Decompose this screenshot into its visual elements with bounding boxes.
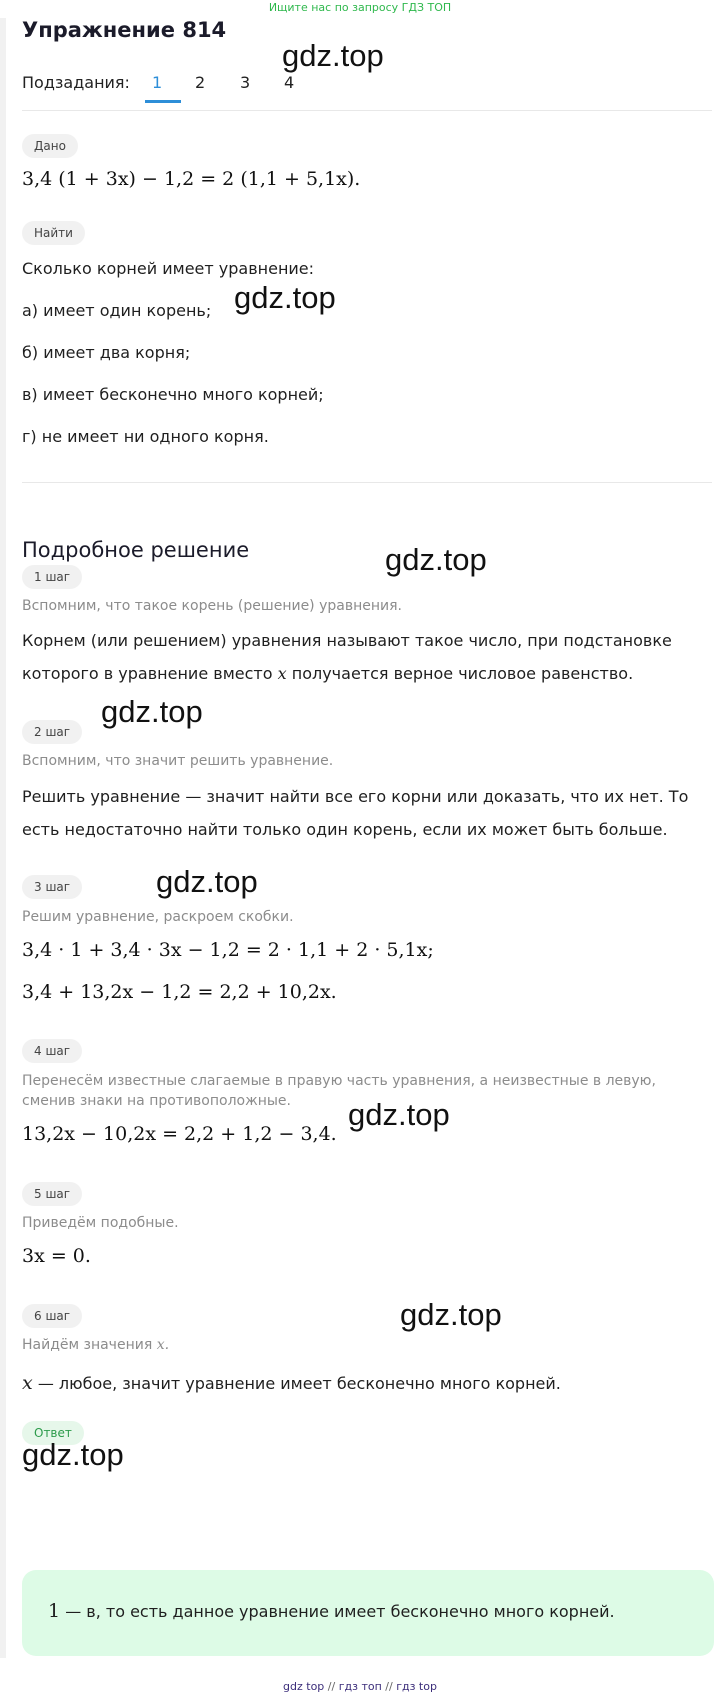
step-4-badge: 4 шаг (22, 1039, 82, 1063)
answer-text (48, 1600, 615, 1622)
find-badge: Найти (22, 221, 85, 245)
option-g: г) не имеет ни одного корня. (22, 427, 269, 446)
step-1-hint: Вспомним, что такое корень (решение) уравнения. (22, 598, 402, 614)
page-title: Упражнение 814 (22, 18, 227, 42)
active-tab-indicator (145, 100, 181, 103)
step-2-line-1: Решить уравнение — значит найти все его корни или доказать, что их нет. То (22, 787, 689, 806)
tab-subtask-3[interactable]: 3 (240, 73, 251, 92)
step-1-line-2-post: получается верное числовое равенство. (291, 664, 634, 683)
answer-badge: Ответ (22, 1421, 84, 1445)
step-4-math-1: 13,2x − 10,2x = 2,2 + 1,2 − 3,4. (22, 1123, 337, 1145)
watermark: gdz.top (348, 1097, 450, 1132)
step-2-badge: 2 шаг (22, 720, 82, 744)
step-5-math-1: 3x = 0. (22, 1245, 91, 1267)
step-5-badge: 5 шаг (22, 1182, 82, 1206)
step-3-math-1: 3,4 · 1 + 3,4 · 3x − 1,2 = 2 · 1,1 + 2 · 5,1x; (22, 939, 434, 961)
answer-number: 1 (48, 1600, 61, 1622)
given-equation: 3,4 (1 + 3x) − 1,2 = 2 (1,1 + 5,1x). (22, 168, 361, 190)
tab-subtask-2[interactable]: 2 (195, 73, 206, 92)
step-6-hint-variable: x. (156, 1337, 170, 1353)
step-6-hint (22, 1337, 169, 1353)
step-2-line-2: есть недостаточно найти только один корень, если их может быть больше. (22, 820, 668, 839)
step-2-hint: Вспомним, что значит решить уравнение. (22, 753, 334, 769)
footer-link-3[interactable]: гдз top (396, 1680, 437, 1693)
footer-separator: // (385, 1680, 393, 1693)
footer-link-2[interactable]: гдз топ (338, 1680, 382, 1693)
watermark: gdz.top (234, 280, 336, 315)
step-6-badge: 6 шаг (22, 1304, 82, 1328)
step-1-variable: x (277, 664, 287, 683)
given-badge: Дано (22, 134, 78, 158)
footer (0, 1680, 720, 1693)
step-3-badge: 3 шаг (22, 875, 82, 899)
footer-link-1[interactable]: gdz top (283, 1680, 325, 1693)
step-1-line-1: Корнем (или решением) уравнения называют такое число, при подстановке (22, 631, 672, 650)
footer-separator: // (327, 1680, 336, 1693)
step-3-math-2: 3,4 + 13,2x − 1,2 = 2,2 + 10,2x. (22, 981, 337, 1003)
tab-subtask-4[interactable]: 4 (284, 73, 295, 92)
answer-explanation: — в, то есть данное уравнение имеет бесконечно много корней. (65, 1602, 615, 1621)
step-6-line-post: — любое, значит уравнение имеет бесконечно много корней. (37, 1374, 561, 1393)
step-3-hint: Решим уравнение, раскроем скобки. (22, 909, 294, 925)
watermark: gdz.top (156, 864, 258, 899)
top-banner[interactable]: Ищите нас по запросу ГДЗ ТОП (268, 1, 452, 14)
watermark: gdz.top (400, 1297, 502, 1332)
tab-subtask-1[interactable]: 1 (152, 73, 163, 92)
watermark: gdz.top (22, 1437, 124, 1472)
watermark: gdz.top (282, 38, 384, 73)
step-4-hint-1: Перенесём известные слагаемые в правую часть уравнения, а неизвестные в левую, (22, 1073, 656, 1089)
step-1-line-2-pre: которого в уравнение вместо (22, 664, 273, 683)
step-6-hint-pre: Найдём значения (22, 1337, 153, 1353)
step-1-line-2 (22, 664, 633, 683)
find-question: Сколько корней имеет уравнение: (22, 259, 315, 278)
step-1-badge: 1 шаг (22, 565, 82, 589)
solution-title: Подробное решение (22, 538, 250, 562)
option-v: в) имеет бесконечно много корней; (22, 385, 324, 404)
watermark: gdz.top (385, 542, 487, 577)
step-5-hint: Приведём подобные. (22, 1215, 179, 1231)
step-6-line (22, 1372, 561, 1394)
header-divider (22, 110, 712, 111)
step-6-variable: x (22, 1372, 33, 1394)
step-4-hint-2: сменив знаки на противоположные. (22, 1093, 291, 1109)
watermark: gdz.top (101, 694, 203, 729)
option-b: б) имеет два корня; (22, 343, 191, 362)
subtasks-label: Подзадания: (22, 73, 130, 92)
section-divider (22, 482, 712, 483)
left-edge-bar (0, 18, 6, 1658)
option-a: а) имеет один корень; (22, 301, 212, 320)
